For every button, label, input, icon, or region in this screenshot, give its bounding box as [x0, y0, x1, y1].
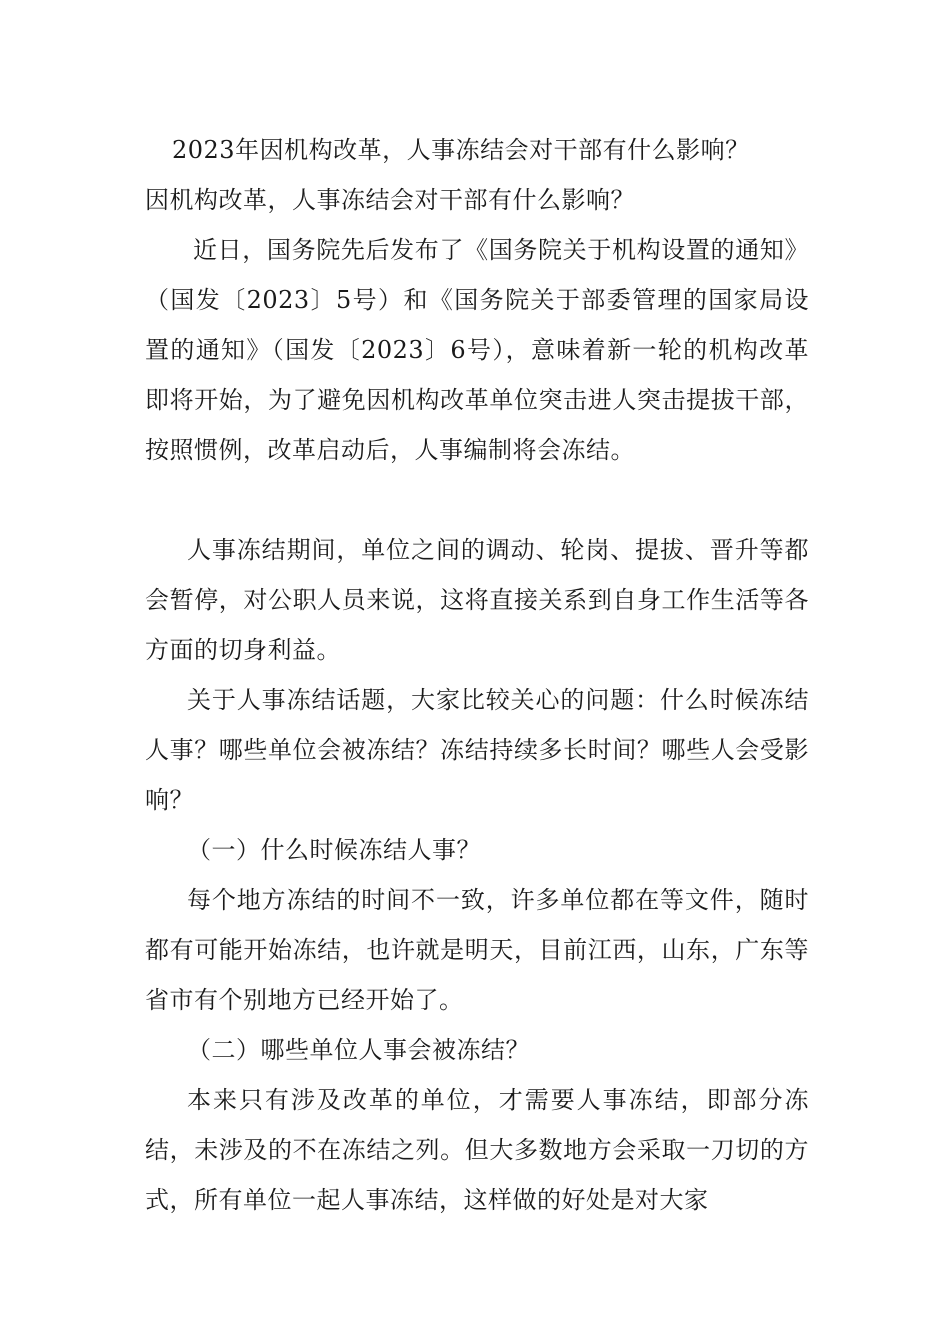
body-paragraph: [145, 675, 809, 825]
body-paragraph: [145, 525, 809, 675]
paragraph-timing: 每个地方冻结的时间不一致，许多单位都在等文件，随时都有可能开始冻结，也许就是明天，目前江西，山东，广东等省市有个别地方已经开始了。: [145, 886, 809, 1014]
section-heading-2: （二）哪些单位人事会被冻结？: [187, 1036, 530, 1064]
document-subtitle: 因机构改革，人事冻结会对干部有什么影响？: [145, 186, 635, 214]
paragraph-freeze-period: 人事冻结期间，单位之间的调动、轮岗、提拔、晋升等都会暂停，对公职人员来说，这将直接关系到自身工作生活等各方面的切身利益。: [145, 536, 809, 664]
paragraph-questions: 关于人事冻结话题，大家比较关心的问题：什么时候冻结人事？哪些单位会被冻结？冻结持续多长时间？哪些人会受影响？: [145, 686, 809, 814]
document-title: 2023年因机构改革，人事冻结会对干部有什么影响？: [172, 136, 750, 164]
body-paragraph: [145, 1025, 809, 1075]
paragraph-intro: 近日，国务院先后发布了《国务院关于机构设置的通知》（国发〔2023〕5号）和《国务院关于部委管理的国家局设置的通知》（国发〔2023〕6号），意味着新一轮的机构改革即将开始，为了避免因机构改革单位突击进人突击提拔干部，按照惯例，改革启动后，人事编制将会冻结。: [145, 236, 809, 464]
section-heading-1: （一）什么时候冻结人事？: [187, 836, 481, 864]
body-paragraph: [145, 1075, 809, 1225]
body-paragraph: [145, 225, 809, 475]
paragraph-units: 本来只有涉及改革的单位，才需要人事冻结，即部分冻结，未涉及的不在冻结之列。但大多数地方会采取一刀切的方式，所有单位一起人事冻结，这样做的好处是对大家: [145, 1086, 809, 1214]
body-paragraph: [145, 825, 809, 875]
body-paragraph: [145, 875, 809, 1025]
